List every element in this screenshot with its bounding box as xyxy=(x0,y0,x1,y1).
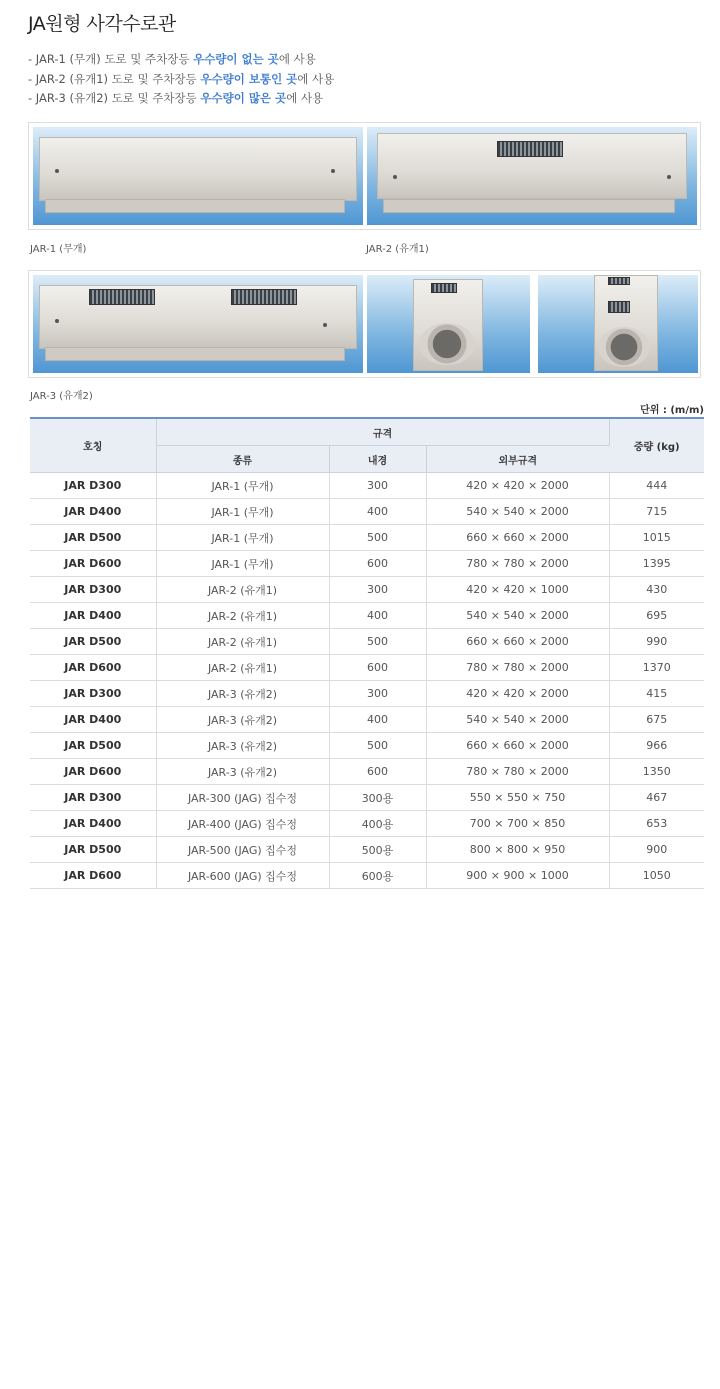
cell-type: JAR-300 (JAG) 집수정 xyxy=(156,785,329,811)
table-row xyxy=(30,681,704,707)
cell-inner: 400 xyxy=(329,499,426,525)
header-name: 호칭 xyxy=(30,418,156,473)
cell-type: JAR-1 (무개) xyxy=(156,473,329,499)
cell-type: JAR-600 (JAG) 집수정 xyxy=(156,863,329,889)
cell-type: JAR-2 (유개1) xyxy=(156,577,329,603)
description-item: - JAR-1 (무개) 도로 및 주차장등 우수량이 없는 곳에 사용 xyxy=(28,52,316,66)
cell-inner: 300 xyxy=(329,577,426,603)
cell-weight: 415 xyxy=(609,681,704,707)
table-row xyxy=(30,499,704,525)
cell-weight: 1015 xyxy=(609,525,704,551)
cell-inner: 600 xyxy=(329,655,426,681)
cell-type: JAR-2 (유개1) xyxy=(156,603,329,629)
cell-name: JAR D300 xyxy=(30,473,156,499)
page-title: JA원형 사각수로관 xyxy=(28,13,176,35)
cell-outer: 540 × 540 × 2000 xyxy=(426,707,609,733)
table-row xyxy=(30,863,704,889)
table-row xyxy=(30,603,704,629)
cell-type: JAR-3 (유개2) xyxy=(156,681,329,707)
cell-name: JAR D500 xyxy=(30,525,156,551)
cell-outer: 420 × 420 × 2000 xyxy=(426,473,609,499)
jar3-caption: JAR-3 (유개2) xyxy=(30,391,93,402)
table-row xyxy=(30,785,704,811)
cell-name: JAR D300 xyxy=(30,785,156,811)
cell-outer: 700 × 700 × 850 xyxy=(426,811,609,837)
cell-weight: 1350 xyxy=(609,759,704,785)
cell-name: JAR D600 xyxy=(30,759,156,785)
cell-weight: 444 xyxy=(609,473,704,499)
table-row xyxy=(30,525,704,551)
cell-weight: 1395 xyxy=(609,551,704,577)
cell-name: JAR D300 xyxy=(30,681,156,707)
cell-name: JAR D400 xyxy=(30,603,156,629)
cell-inner: 400 xyxy=(329,707,426,733)
table-row xyxy=(30,629,704,655)
cell-name: JAR D300 xyxy=(30,577,156,603)
cell-outer: 660 × 660 × 2000 xyxy=(426,733,609,759)
cell-weight: 675 xyxy=(609,707,704,733)
cell-outer: 780 × 780 × 2000 xyxy=(426,759,609,785)
cell-name: JAR D500 xyxy=(30,629,156,655)
cell-weight: 653 xyxy=(609,811,704,837)
jar2-photo xyxy=(367,127,697,225)
cell-name: JAR D600 xyxy=(30,551,156,577)
table-row xyxy=(30,759,704,785)
table-row xyxy=(30,473,704,499)
jar2-caption: JAR-2 (유개1) xyxy=(366,244,429,255)
table-row xyxy=(30,707,704,733)
cell-name: JAR D600 xyxy=(30,863,156,889)
cell-name: JAR D500 xyxy=(30,837,156,863)
cell-type: JAR-3 (유개2) xyxy=(156,759,329,785)
cell-weight: 966 xyxy=(609,733,704,759)
cell-weight: 1050 xyxy=(609,863,704,889)
jar1-photo xyxy=(33,127,363,225)
cell-weight: 1370 xyxy=(609,655,704,681)
cell-type: JAR-1 (무개) xyxy=(156,499,329,525)
jar1-caption: JAR-1 (무개) xyxy=(30,244,87,255)
cell-inner: 300용 xyxy=(329,785,426,811)
cell-inner: 600용 xyxy=(329,863,426,889)
cell-weight: 900 xyxy=(609,837,704,863)
cell-type: JAR-500 (JAG) 집수정 xyxy=(156,837,329,863)
product-photos-row-2 xyxy=(28,270,701,378)
product-photos-row-1 xyxy=(28,122,701,230)
cell-type: JAR-1 (무개) xyxy=(156,525,329,551)
cell-name: JAR D400 xyxy=(30,811,156,837)
table-row xyxy=(30,811,704,837)
cell-outer: 660 × 660 × 2000 xyxy=(426,629,609,655)
cell-name: JAR D500 xyxy=(30,733,156,759)
cell-weight: 430 xyxy=(609,577,704,603)
cell-outer: 540 × 540 × 2000 xyxy=(426,499,609,525)
cell-name: JAR D600 xyxy=(30,655,156,681)
cell-inner: 500용 xyxy=(329,837,426,863)
cell-outer: 900 × 900 × 1000 xyxy=(426,863,609,889)
cell-outer: 660 × 660 × 2000 xyxy=(426,525,609,551)
table-row xyxy=(30,733,704,759)
description-item: - JAR-2 (유개1) 도로 및 주차장등 우수량이 보통인 곳에 사용 xyxy=(28,71,335,86)
cell-type: JAR-400 (JAG) 집수정 xyxy=(156,811,329,837)
cell-inner: 600 xyxy=(329,759,426,785)
header-spec: 규격 xyxy=(156,418,609,446)
cell-name: JAR D400 xyxy=(30,707,156,733)
cell-outer: 780 × 780 × 2000 xyxy=(426,551,609,577)
jar3-photo xyxy=(33,275,363,373)
table-row xyxy=(30,837,704,863)
cell-inner: 500 xyxy=(329,733,426,759)
jar-end-photo-2 xyxy=(538,275,698,373)
cell-outer: 550 × 550 × 750 xyxy=(426,785,609,811)
cell-type: JAR-1 (무개) xyxy=(156,551,329,577)
cell-type: JAR-3 (유개2) xyxy=(156,733,329,759)
header-outer: 외부규격 xyxy=(426,446,609,473)
cell-inner: 300 xyxy=(329,681,426,707)
cell-weight: 715 xyxy=(609,499,704,525)
cell-inner: 500 xyxy=(329,629,426,655)
cell-type: JAR-2 (유개1) xyxy=(156,629,329,655)
cell-weight: 990 xyxy=(609,629,704,655)
cell-type: JAR-3 (유개2) xyxy=(156,707,329,733)
cell-outer: 540 × 540 × 2000 xyxy=(426,603,609,629)
cell-outer: 780 × 780 × 2000 xyxy=(426,655,609,681)
table-row xyxy=(30,551,704,577)
cell-outer: 800 × 800 × 950 xyxy=(426,837,609,863)
jar-end-photo-1 xyxy=(367,275,530,373)
cell-outer: 420 × 420 × 2000 xyxy=(426,681,609,707)
cell-inner: 500 xyxy=(329,525,426,551)
cell-inner: 600 xyxy=(329,551,426,577)
unit-label: 단위 : (m/m) xyxy=(640,405,704,416)
spec-table xyxy=(30,417,704,889)
cell-outer: 420 × 420 × 1000 xyxy=(426,577,609,603)
cell-weight: 695 xyxy=(609,603,704,629)
cell-type: JAR-2 (유개1) xyxy=(156,655,329,681)
cell-name: JAR D400 xyxy=(30,499,156,525)
cell-inner: 400용 xyxy=(329,811,426,837)
cell-inner: 400 xyxy=(329,603,426,629)
table-row xyxy=(30,655,704,681)
cell-weight: 467 xyxy=(609,785,704,811)
description-list xyxy=(28,50,334,109)
header-weight: 중량 (kg) xyxy=(609,418,704,473)
description-item: - JAR-3 (유개2) 도로 및 주차장등 우수량이 많은 곳에 사용 xyxy=(28,91,324,105)
table-row xyxy=(30,577,704,603)
cell-inner: 300 xyxy=(329,473,426,499)
header-type: 종류 xyxy=(156,446,329,473)
header-inner: 내경 xyxy=(329,446,426,473)
